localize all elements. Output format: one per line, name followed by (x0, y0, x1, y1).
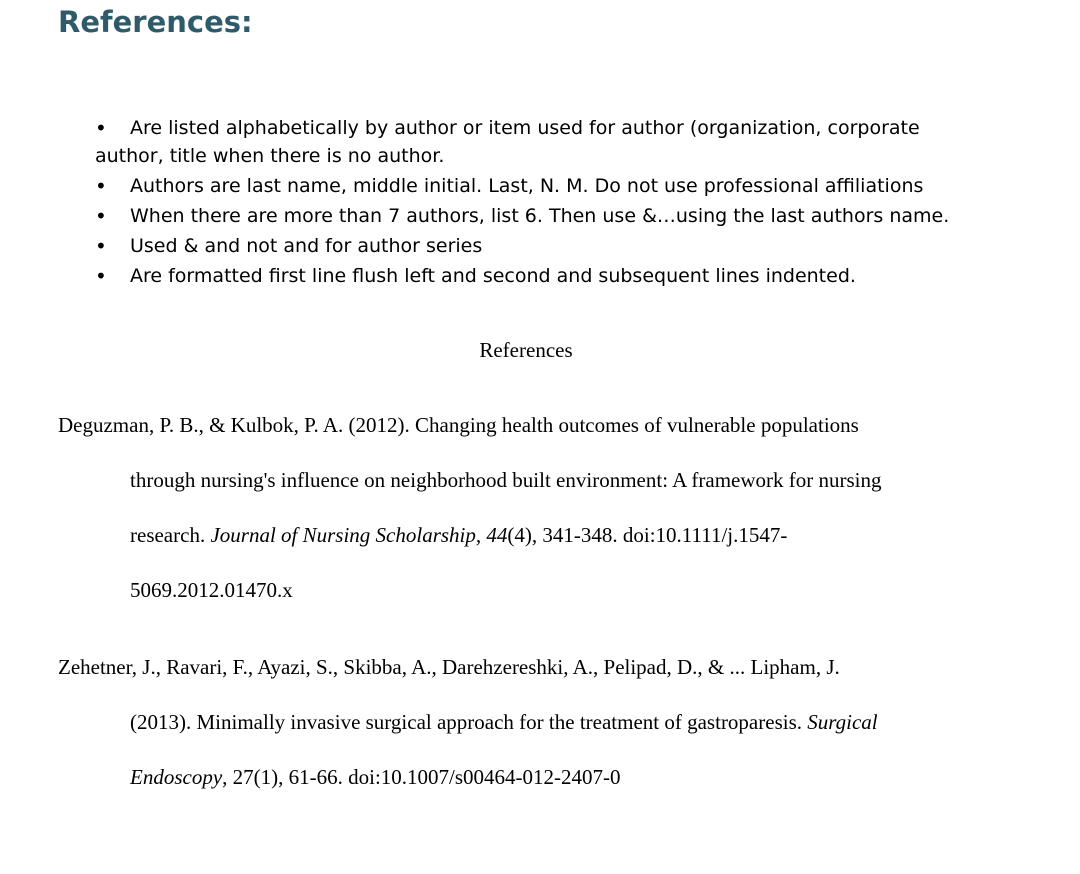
reference-text: (4), 341-348. doi:10.1111/j.1547- (507, 523, 788, 547)
guideline-item (95, 114, 955, 170)
guideline-item (95, 262, 995, 290)
guideline-text: Are formatted first line flush left and second and subsequent lines indented. (130, 265, 856, 287)
guideline-text: Authors are last name, middle initial. Last, N. M. Do not use professional affiliations (130, 175, 924, 197)
reference-entry (58, 398, 1018, 618)
reference-list (58, 398, 1018, 827)
reference-line (58, 695, 1018, 750)
reference-line: 5069.2012.01470.x (130, 578, 293, 602)
reference-text: , 27(1), 61-66. doi:10.1007/s00464-012-2407-0 (222, 765, 621, 789)
reference-line: through nursing's influence on neighborhood built environment: A framework for nursing (130, 468, 882, 492)
reference-entry (58, 640, 1018, 805)
bullet-icon: • (95, 234, 107, 258)
journal-title: Surgical (807, 710, 878, 734)
reference-line: Zehetner, J., Ravari, F., Ayazi, S., Skibba, A., Darehzereshki, A., Pelipad, D., & ... Lipham, J. (58, 655, 840, 679)
journal-title: Endoscopy (130, 765, 223, 789)
bullet-icon: • (95, 116, 107, 140)
reference-line: Deguzman, P. B., & Kulbok, P. A. (2012). Changing health outcomes of vulnerable populations (58, 413, 859, 437)
guidelines-list (95, 114, 995, 292)
reference-line (58, 750, 1018, 805)
guideline-text: Used & and not and for author series (130, 235, 483, 257)
reference-line (58, 508, 1018, 563)
reference-text: (2013). Minimally invasive surgical approach for the treatment of gastroparesis. (130, 710, 808, 734)
guideline-text: When there are more than 7 authors, list 6. Then use &…using the last authors name. (130, 205, 950, 227)
bullet-icon: • (95, 174, 107, 198)
references-title: References (479, 338, 573, 362)
reference-text: research. (130, 523, 211, 547)
guideline-item (95, 202, 995, 230)
page-heading: References: (58, 5, 253, 39)
guideline-item (95, 232, 995, 260)
guideline-text: Are listed alphabetically by author or item used for author (organization, corporate author, title when there is no author. (95, 117, 920, 167)
guideline-item (95, 172, 995, 200)
bullet-icon: • (95, 264, 107, 288)
journal-title: Journal of Nursing Scholarship, 44 (210, 523, 508, 547)
bullet-icon: • (95, 204, 107, 228)
